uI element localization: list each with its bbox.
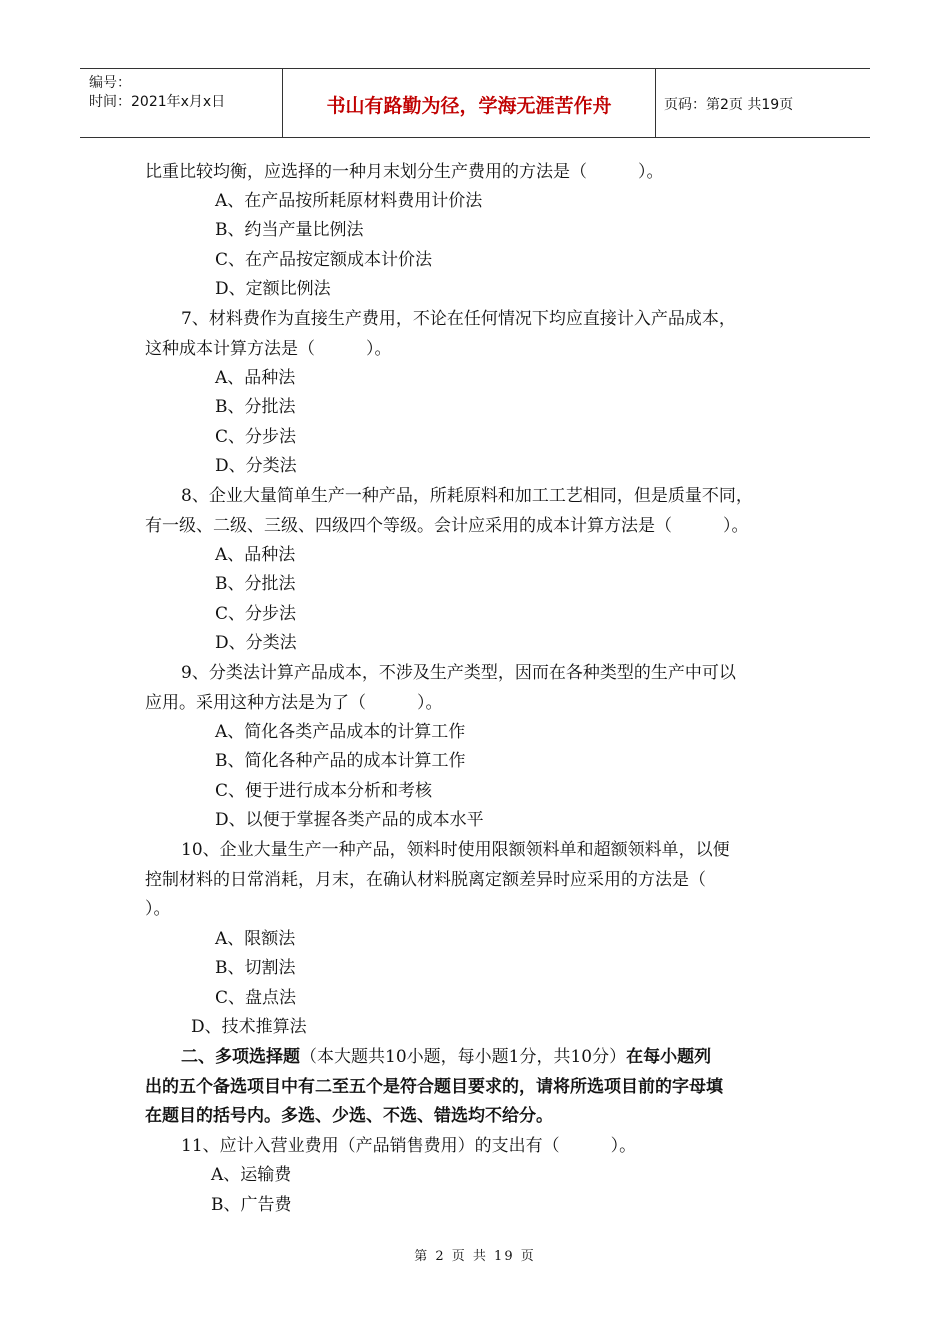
option-line: C、在产品按定额成本计价法 [215, 250, 433, 270]
option-line: B、切割法 [215, 958, 296, 978]
option-line: C、分步法 [215, 604, 297, 624]
section-title: 二、多项选择题 [181, 1047, 300, 1067]
code-label: 编号： [89, 75, 131, 91]
option-line: D、以便于掌握各类产品的成本水平 [215, 810, 484, 830]
option-line: B、约当产量比例法 [215, 220, 364, 240]
option-line: A、品种法 [215, 545, 296, 565]
question-stem: 控制材料的日常消耗，月末，在确认材料脱离定额差异时应采用的方法是（ [145, 870, 706, 890]
question-stem: 9、分类法计算产品成本，不涉及生产类型，因而在各种类型的生产中可以 [181, 663, 736, 683]
option-line: D、分类法 [215, 633, 297, 653]
question-stem: 有一级、二级、三级、四级四个等级。会计应采用的成本计算方法是（ ）。 [145, 516, 749, 536]
option-line: B、简化各种产品的成本计算工作 [215, 751, 466, 771]
option-line: B、广告费 [211, 1195, 292, 1215]
option-line: B、分批法 [215, 397, 296, 417]
time-label: 时间：2021年x月x日 [89, 94, 226, 110]
header-left [89, 74, 225, 112]
section-instruction: 在题目的括号内。多选、少选、不选、错选均不给分。 [145, 1106, 553, 1126]
question-stem: 7、材料费作为直接生产费用，不论在任何情况下均应直接计入产品成本， [181, 309, 736, 329]
option-line: D、技术推算法 [191, 1017, 307, 1037]
option-line: A、限额法 [215, 929, 296, 949]
question-stem: 8、企业大量简单生产一种产品，所耗原料和加工工艺相同，但是质量不同， [181, 486, 753, 506]
section-instruction: 在每小题列 [626, 1047, 712, 1067]
option-line: B、分批法 [215, 574, 296, 594]
option-line: A、品种法 [215, 368, 296, 388]
section-note: （本大题共10小题，每小题1分，共10分） [300, 1047, 627, 1067]
question-stem: 应用。采用这种方法是为了（ ）。 [145, 693, 443, 713]
question-stem: 10、企业大量生产一种产品，领料时使用限额领料单和超额领料单，以便 [181, 840, 730, 860]
option-line: A、在产品按所耗原材料费用计价法 [215, 191, 483, 211]
option-line: D、分类法 [215, 456, 297, 476]
header-divider [655, 69, 656, 137]
question-stem: 这种成本计算方法是（ ）。 [145, 339, 392, 359]
header-motto: 书山有路勤为径，学海无涯苦作舟 [326, 95, 612, 117]
option-line: C、分步法 [215, 427, 297, 447]
option-line: A、运输费 [211, 1165, 292, 1185]
option-line: C、盘点法 [215, 988, 297, 1008]
question-stem: ）。 [145, 899, 171, 919]
section-heading [181, 1045, 711, 1069]
header-page-info: 页码：第2页 共19页 [664, 97, 794, 113]
question-stem: 11、应计入营业费用（产品销售费用）的支出有（ ）。 [181, 1136, 637, 1156]
header-table [80, 68, 870, 138]
option-line: D、定额比例法 [215, 279, 331, 299]
section-instruction: 出的五个备选项目中有二至五个是符合题目要求的，请将所选项目前的字母填 [145, 1077, 723, 1097]
page-footer: 第 2 页 共 19 页 [414, 1249, 536, 1264]
option-line: A、简化各类产品成本的计算工作 [215, 722, 466, 742]
text-line: 比重比较均衡，应选择的一种月末划分生产费用的方法是（ ）。 [145, 162, 664, 182]
option-line: C、便于进行成本分析和考核 [215, 781, 433, 801]
